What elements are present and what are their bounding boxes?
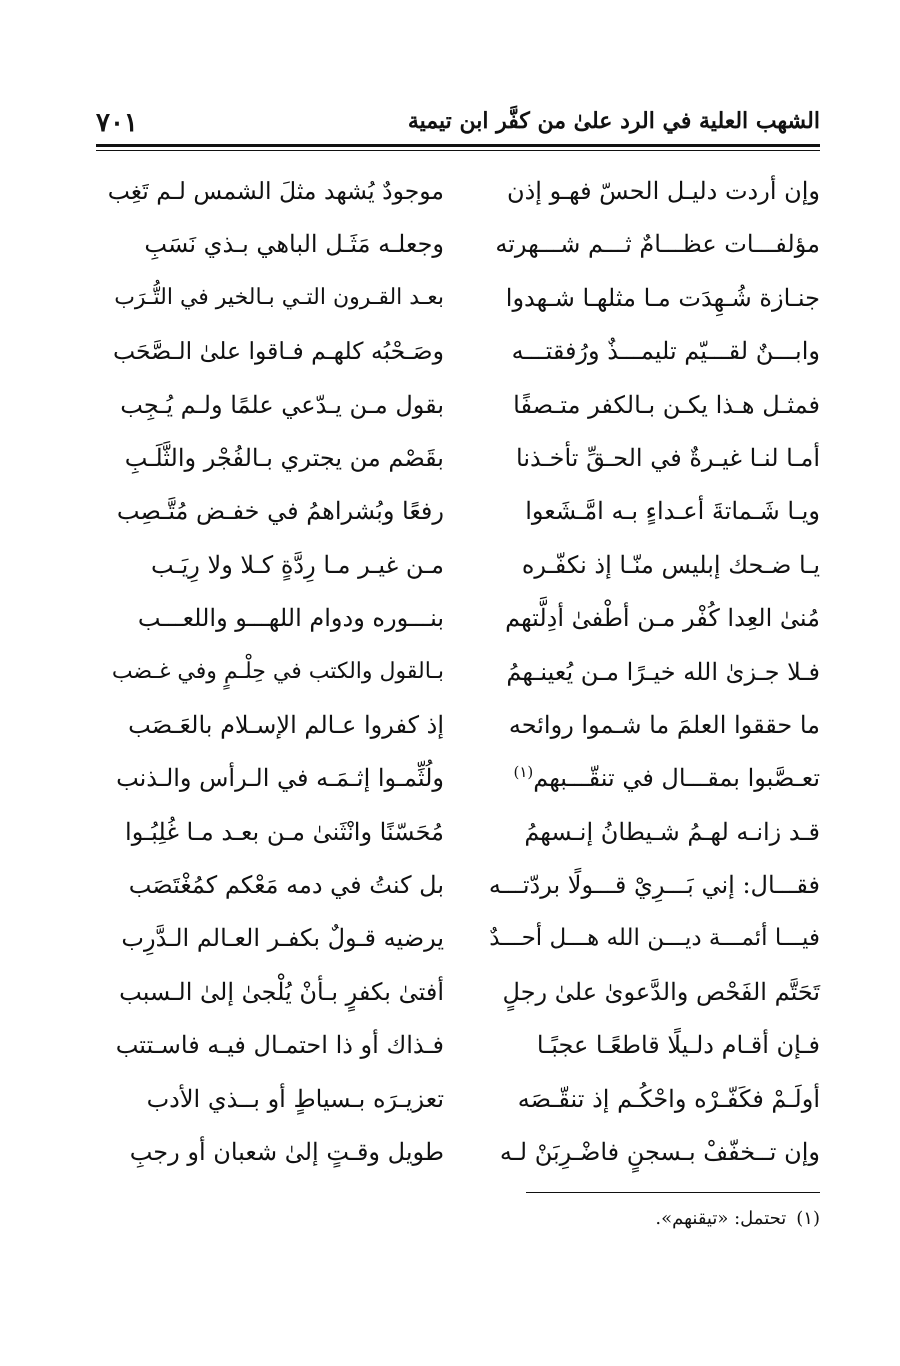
verse-row: [96, 326, 820, 379]
footnote-number: (١): [796, 1208, 820, 1229]
first-hemistich: [484, 921, 820, 955]
second-hemistich: يرضيه قـولٌ بكفـر العـالم الـدَّرِب: [121, 924, 444, 953]
first-hemistich-text: يـا ضـحك إبليس منّـا إذ نكفّـره: [521, 550, 820, 579]
first-hemistich: [484, 227, 820, 261]
second-hemistich: بعـد القـرون التـي بـالخير في التُّـرَب: [114, 284, 444, 310]
verse-row: [96, 219, 820, 272]
second-hemistich: موجودٌ يُشهد مثلَ الشمس لـم تَغِب: [107, 177, 444, 205]
first-hemistich: [484, 1082, 820, 1116]
second-hemistich: أفتىٰ بكفرٍ بـأنْ يُلْجىٰ إلىٰ الـسبب: [119, 977, 444, 1006]
first-hemistich-text: ويـا شَـماتةَ أعـداءٍ بـه امَّـشَعوا: [525, 497, 820, 526]
second-hemistich: وجعلـه مَثَـل الباهي بـذي نَسَبِ: [144, 230, 444, 259]
verse-row: [96, 860, 820, 913]
first-hemistich-text: جنـازة شُـهِدَت مـا مثلهـا شـهدوا: [505, 283, 820, 312]
first-hemistich-text: مؤلفـــات عظـــامٌ ثـــم شـــهرته: [495, 230, 820, 259]
second-hemistich: مُحَسّنًا وانْثَنىٰ مـن بعـد مـا غُلِبُـوا: [125, 817, 444, 846]
verse-row: [96, 166, 820, 219]
first-hemistich-text: مُنىٰ العِدا كُفْر مـن أطْفىٰ أدِلَّتهم: [505, 604, 820, 633]
page-number: ٧٠١: [96, 108, 138, 138]
second-hemistich: رفعًا وبُشراهمُ في خفـض مُتَّـصِب: [116, 497, 444, 526]
verse-row: [96, 273, 820, 326]
verse-row: [96, 380, 820, 433]
first-hemistich-text: تعـصَّبوا بمقـــال في تنقّـــبهم: [533, 764, 820, 793]
first-hemistich: [484, 281, 820, 315]
first-hemistich-text: فقـــال: إني بَـــرِيْ قـــولًا بردّتـــه: [488, 871, 820, 900]
footnote: [220, 1208, 820, 1229]
verse-row: [96, 433, 820, 486]
first-hemistich-text: فـإن أقـام دلـيلًا قاطعًـا عجبًـا: [536, 1031, 820, 1060]
verse-row: [96, 486, 820, 539]
second-hemistich: بنـــوره ودوام اللهـــو واللعـــب: [137, 604, 444, 633]
verse-row: [96, 967, 820, 1020]
footnote-reference: (١): [513, 763, 534, 782]
footnote-text: تحتمل: «تيقنهم».: [655, 1208, 787, 1229]
first-hemistich: [484, 1028, 820, 1062]
second-hemistich: مـن غيـر مـا رِدَّةٍ كـلا ولا رِيَـب: [151, 550, 444, 579]
first-hemistich: [484, 334, 820, 368]
first-hemistich: [484, 975, 820, 1009]
verse-row: [96, 807, 820, 860]
verse-row: [96, 1127, 820, 1180]
verse-row: [96, 647, 820, 700]
second-hemistich: فـذاك أو ذا احتمـال فيـه فاسـتتب: [115, 1031, 444, 1060]
second-hemistich: ولُثِّمـوا إثـمَـه في الـرأس والـذنب: [116, 764, 444, 793]
header-rule-thin: [96, 150, 820, 151]
second-hemistich: بل كنتُ في دمه مَعْكم كمُغْتَصَب: [128, 871, 444, 900]
second-hemistich: بقَصْم من يجتري بـالفُجْر والثَّلَـبِ: [124, 443, 444, 472]
first-hemistich: [484, 388, 820, 422]
first-hemistich: [484, 174, 820, 208]
first-hemistich-text: أولَـمْ فكَفّـرْه واحْكُـم إذ تنقّـصَه: [517, 1084, 820, 1113]
first-hemistich-text: ما حققوا العلمَ ما شـموا روائحه: [508, 710, 820, 739]
first-hemistich-text: تَحَتَّم الفَحْص والدَّعوىٰ علىٰ رجلٍ: [502, 977, 820, 1006]
verse-row: [96, 1074, 820, 1127]
second-hemistich: بـالقول والكتب في حِلْـمٍ وفي غـضب: [111, 658, 444, 684]
first-hemistich-text: وإن أردت دليـل الحسّ فهـو إذن: [506, 177, 820, 205]
verse-row: [96, 700, 820, 753]
verse-row: [96, 913, 820, 966]
book-title: الشهب العلية في الرد علىٰ من كفَّر ابن تيمية: [407, 108, 820, 134]
first-hemistich-text: وابـــنٌ لقـــيّم تليمـــذٌ ورُفقتـــه: [511, 337, 820, 366]
header-rule-thick: [96, 144, 820, 147]
first-hemistich-text: وإن تــخفّفْ بـسجنٍ فاضْـرِبَنْ لـه: [499, 1138, 820, 1167]
first-hemistich: [484, 494, 820, 528]
running-header: [96, 108, 820, 148]
verse-row: [96, 540, 820, 593]
first-hemistich: [484, 1135, 820, 1169]
footnote-separator: [526, 1192, 820, 1193]
poem-body: [96, 166, 820, 1180]
first-hemistich: [484, 708, 820, 742]
second-hemistich: وصَـحْبُه كلهـم فـاقوا علىٰ الـصَّحَب: [112, 337, 444, 366]
first-hemistich: [484, 655, 820, 689]
first-hemistich-text: فـلا جـزىٰ الله خيـرًا مـن يُعينـهمُ: [506, 657, 820, 686]
first-hemistich-text: فيـــا أئمـــة ديـــن الله هـــل أحـــدٌ: [489, 925, 820, 952]
verse-row: [96, 753, 820, 806]
verse-row: [96, 1020, 820, 1073]
first-hemistich-text: قـد زانـه لهـمُ شـيطانُ إنـسهمُ: [524, 817, 820, 846]
second-hemistich: إذ كفروا عـالم الإسـلام بالعَـصَب: [128, 710, 444, 739]
first-hemistich: [484, 441, 820, 475]
second-hemistich: بقول مـن يـدّعي علمًا ولـم يُـجِب: [120, 390, 444, 419]
second-hemistich: تعزيـرَه بـسياطٍ أو بــذي الأدب: [146, 1084, 444, 1113]
first-hemistich: [484, 815, 820, 849]
first-hemistich: [484, 868, 820, 902]
first-hemistich-text: فمثـل هـذا يكـن بـالكفر متـصفًا: [513, 390, 820, 419]
first-hemistich-text: أمـا لنـا غيـرةٌ في الحـقِّ تأخـذنا: [516, 443, 820, 472]
second-hemistich: طويل وقـتٍ إلىٰ شعبان أو رجبِ: [129, 1138, 444, 1167]
first-hemistich: [484, 601, 820, 635]
first-hemistich: [484, 761, 820, 795]
verse-row: [96, 593, 820, 646]
first-hemistich: [484, 548, 820, 582]
